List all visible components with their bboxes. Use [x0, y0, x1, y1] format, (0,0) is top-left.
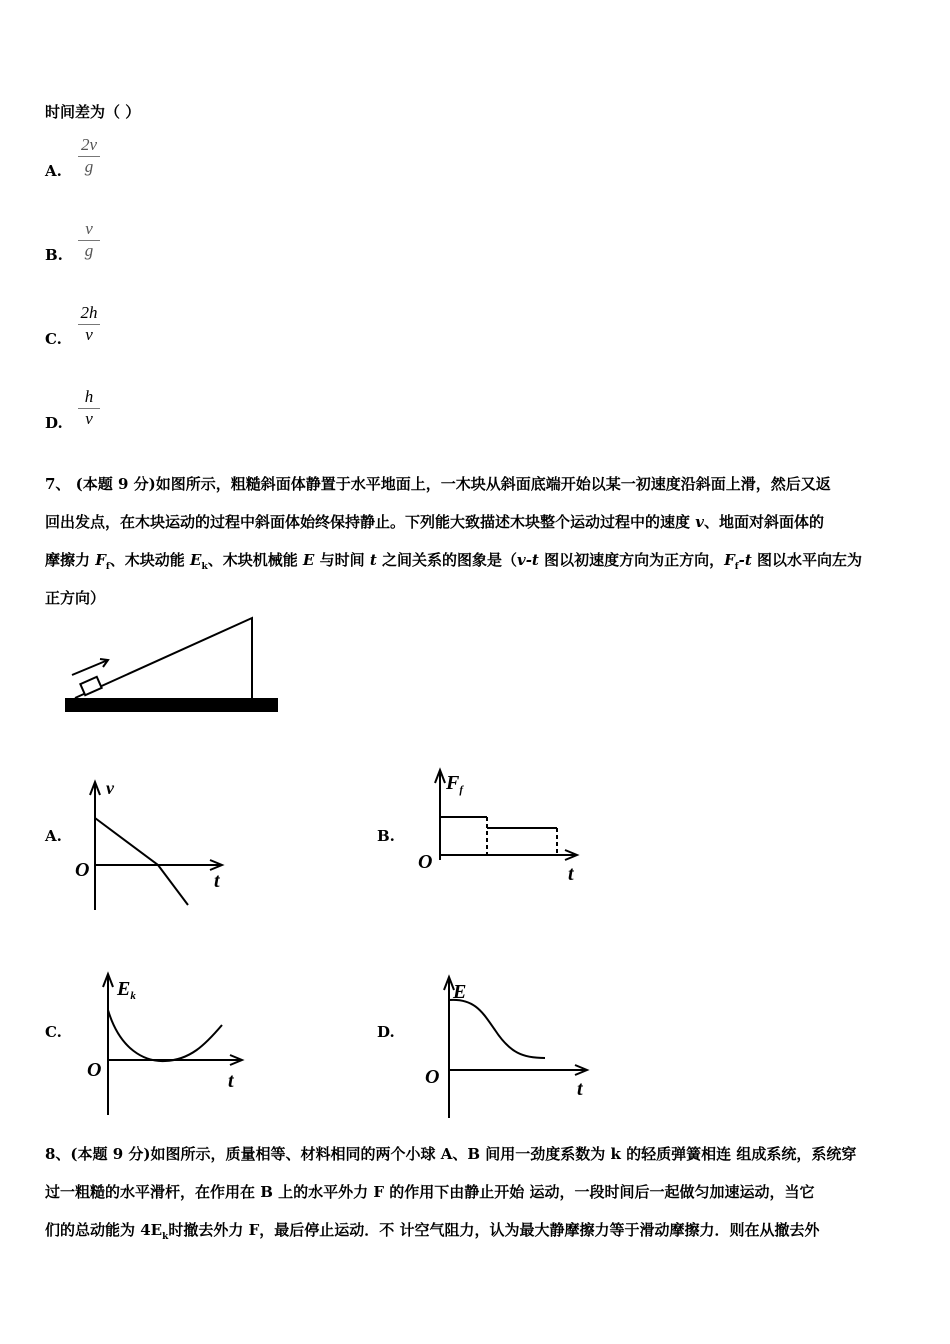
denominator: v: [85, 325, 93, 344]
origin-label: O: [425, 1066, 440, 1088]
graph-a: [60, 770, 240, 920]
q6-stem-tail: 时间差为（ ）: [45, 103, 141, 121]
graph-a-label: A.: [45, 827, 62, 845]
option-fraction: [78, 387, 100, 429]
text-segment: 与时间: [314, 551, 370, 569]
text-segment: 、木块动能: [109, 551, 190, 569]
graph-d: [415, 968, 600, 1120]
x-axis-label: t: [228, 1070, 234, 1092]
arrow-icon: [72, 659, 108, 675]
text-line: [45, 1181, 814, 1202]
text-segment: k: [201, 562, 208, 572]
friction-steps: [440, 817, 557, 828]
text-segment: 之间关系的图象是（: [376, 551, 517, 569]
y-axis-label: E: [453, 981, 467, 1003]
y-axis-label: $E_k$: [117, 978, 136, 1002]
text-segment: f: [105, 562, 110, 572]
incline-figure: [0, 600, 300, 730]
kinetic-energy-curve: [108, 1010, 222, 1061]
text-segment: E: [190, 551, 202, 569]
text-segment: v-t: [516, 551, 539, 569]
text-segment: 过一粗糙的水平滑杆，在作用在 B 上的水平外力 F 的作用下由静止开始 运动，一段时间后一起做匀加速运动，当它: [45, 1183, 815, 1201]
text-segment: F: [724, 551, 735, 569]
numerator: 2h: [78, 303, 100, 325]
text-segment: 图以初速度方向为正方向，: [538, 551, 725, 569]
text-segment: v: [695, 513, 704, 531]
text-line: [45, 1143, 856, 1164]
x-axis-label: t: [214, 870, 220, 892]
denominator: v: [85, 409, 93, 428]
ground: [65, 698, 278, 712]
text-segment: 、地面对斜面体的: [703, 513, 824, 531]
mechanical-energy-curve: [449, 1000, 545, 1058]
text-segment: E: [302, 551, 315, 569]
origin-label: O: [418, 851, 433, 873]
origin-label: O: [75, 859, 90, 881]
text-segment: -t: [738, 551, 752, 569]
block: [80, 677, 101, 695]
text-segment: 8、(本题 9 分)如图所示，质量相等、材料相同的两个小球 A、B 间用一劲度系数为 k 的轻质弹簧相连 组成系统，系统穿: [45, 1145, 857, 1163]
denominator: g: [84, 157, 94, 176]
axes: [90, 782, 222, 910]
graph-c: [75, 965, 255, 1120]
graph-b-label: B.: [377, 827, 395, 845]
text-segment: k: [162, 1232, 169, 1242]
option-label: A.: [45, 162, 62, 180]
text-segment: t: [369, 551, 377, 569]
x-axis-label: t: [568, 863, 574, 885]
option-fraction: [78, 135, 100, 177]
option-fraction: [78, 303, 100, 345]
dashed-lines: [487, 817, 557, 855]
text-segment: 们的总动能为 4E: [45, 1221, 163, 1239]
text-segment: 、木块机械能: [207, 551, 303, 569]
velocity-line: [95, 818, 188, 905]
text-segment: 图以水平向左为: [751, 551, 863, 569]
numerator: v: [78, 219, 100, 241]
graph-b: [410, 765, 590, 885]
text-segment: 摩擦力: [45, 551, 96, 569]
option-label: C.: [45, 330, 62, 348]
text-segment: f: [734, 562, 739, 572]
text-line: [45, 1219, 819, 1242]
text-segment: 7、 (本题 9 分)如图所示，粗糙斜面体静置于水平地面上，一木块从斜面底端开始以某一初速度沿斜面上滑，然后又返: [45, 475, 831, 493]
x-axis-label: t: [577, 1078, 583, 1100]
option-label: D.: [45, 414, 63, 432]
y-axis-label: $F_f$: [446, 772, 464, 796]
graph-c-label: C.: [45, 1023, 62, 1041]
text-segment: F: [95, 551, 106, 569]
numerator: h: [78, 387, 100, 409]
text-line: [45, 549, 862, 572]
option-label: B.: [45, 246, 63, 264]
numerator: 2v: [78, 135, 100, 157]
text-segment: 回出发点，在木块运动的过程中斜面体始终保持静止。下列能大致描述木块整个运动过程中的速度: [45, 513, 696, 531]
origin-label: O: [87, 1059, 102, 1081]
text-line: [45, 511, 824, 532]
y-axis-label: v: [106, 778, 114, 798]
text-segment: 正方向）: [45, 589, 106, 607]
option-fraction: [78, 219, 100, 261]
text-segment: 时撤去外力 F，最后停止运动．不 计空气阻力，认为最大静摩擦力等于滑动摩擦力．则在从撤去外: [168, 1221, 820, 1239]
denominator: g: [84, 241, 94, 260]
graph-d-label: D.: [377, 1023, 395, 1041]
text-line: [45, 473, 831, 494]
